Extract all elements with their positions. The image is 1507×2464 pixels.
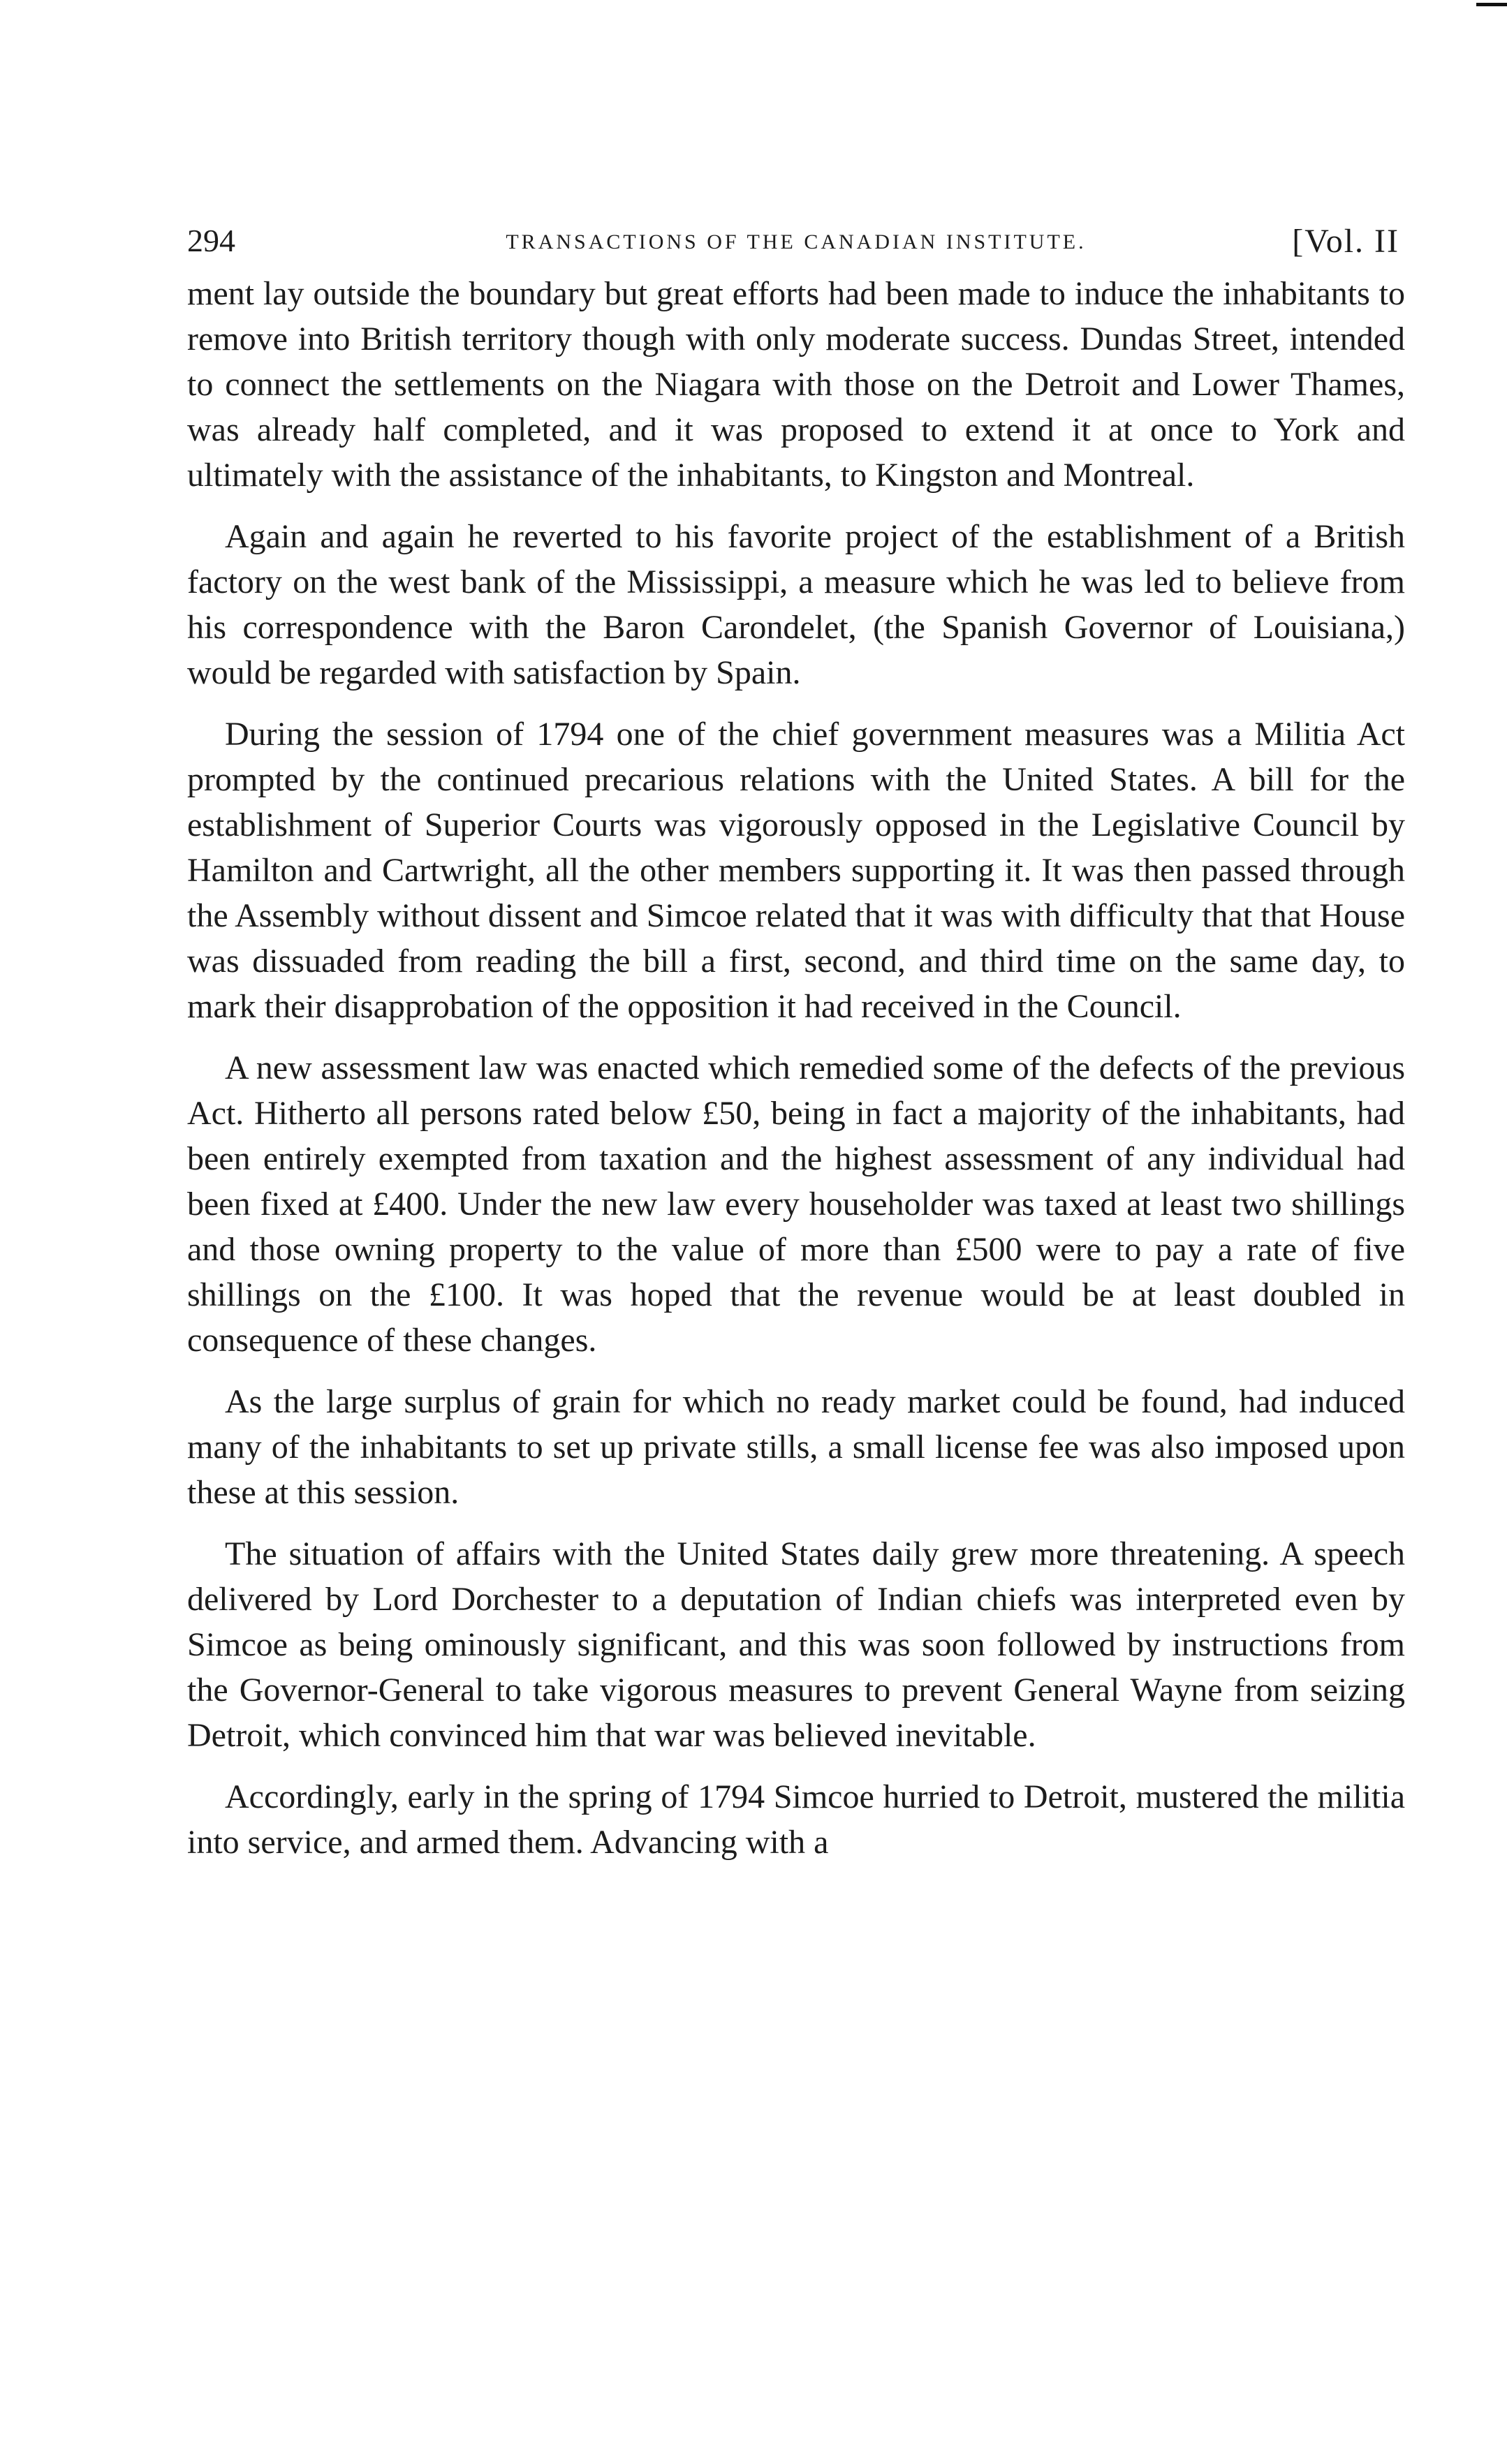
volume-label: [Vol. II (1292, 223, 1399, 260)
scan-edge-mark (1476, 3, 1507, 6)
paragraph: A new assessment law was enacted which remedied some of the defects of the previous Act. Hitherto all persons rated below £50, being in fact a majority of the inhabitants, had been entirely exempted from taxation and the highest assessment of any individual had been fixed at £400. Under the new law every householder was taxed at least two shillings and those owning property to the value of more than £500 were to pay a rate of five shillings on the £100. It was hoped that the revenue would be at least doubled in consequence of these changes. (187, 1049, 1405, 1359)
page-number: 294 (187, 223, 235, 258)
book-page (187, 222, 1405, 1881)
running-title: TRANSACTIONS OF THE CANADIAN INSTITUTE. (506, 230, 1087, 253)
paragraph: Accordingly, early in the spring of 1794 Simcoe hurried to Detroit, mustered the militia into service, and armed them. Advancing with a (187, 1778, 1405, 1861)
running-header (187, 222, 1405, 271)
paragraph: Again and again he reverted to his favorite project of the establishment of a British factory on the west bank of the Mississippi, a measure which he was led to believe from his correspondence with the Baron Carondelet, (the Spanish Governor of Louisiana,) would be regarded with satisfaction by Spain. (187, 518, 1405, 691)
paragraph: The situation of affairs with the United States daily grew more threatening. A speech delivered by Lord Dorchester to a deputation of Indian chiefs was interpreted even by Simcoe as being ominously significant, and this was soon followed by instructions from the Governor-General to take vigorous measures to prevent General Wayne from seizing Detroit, which convinced him that war was believed inevitable. (187, 1535, 1405, 1754)
body-text (187, 271, 1405, 1865)
paragraph: ment lay outside the boundary but great efforts had been made to induce the inhabitants to remove into British territory though with only moderate success. Dundas Street, intended to connect the settlements on the Niagara with those on the Detroit and Lower Thames, was already half completed, and it was proposed to extend it at once to York and ultimately with the assistance of the inhabitants, to Kingston and Montreal. (187, 275, 1405, 494)
paragraph: As the large surplus of grain for which no ready market could be found, had induced many of the inhabitants to set up private stills, a small license fee was also imposed upon these at this session. (187, 1383, 1405, 1511)
paragraph: During the session of 1794 one of the chief government measures was a Militia Act prompted by the continued precarious relations with the United States. A bill for the establishment of Superior Courts was vigorously opposed in the Legislative Council by Hamilton and Cartwright, all the other members supporting it. It was then passed through the Assembly without dissent and Simcoe related that it was with difficulty that that House was dissuaded from reading the bill a first, second, and third time on the same day, to mark their disapprobation of the opposition it had received in the Council. (187, 716, 1405, 1025)
